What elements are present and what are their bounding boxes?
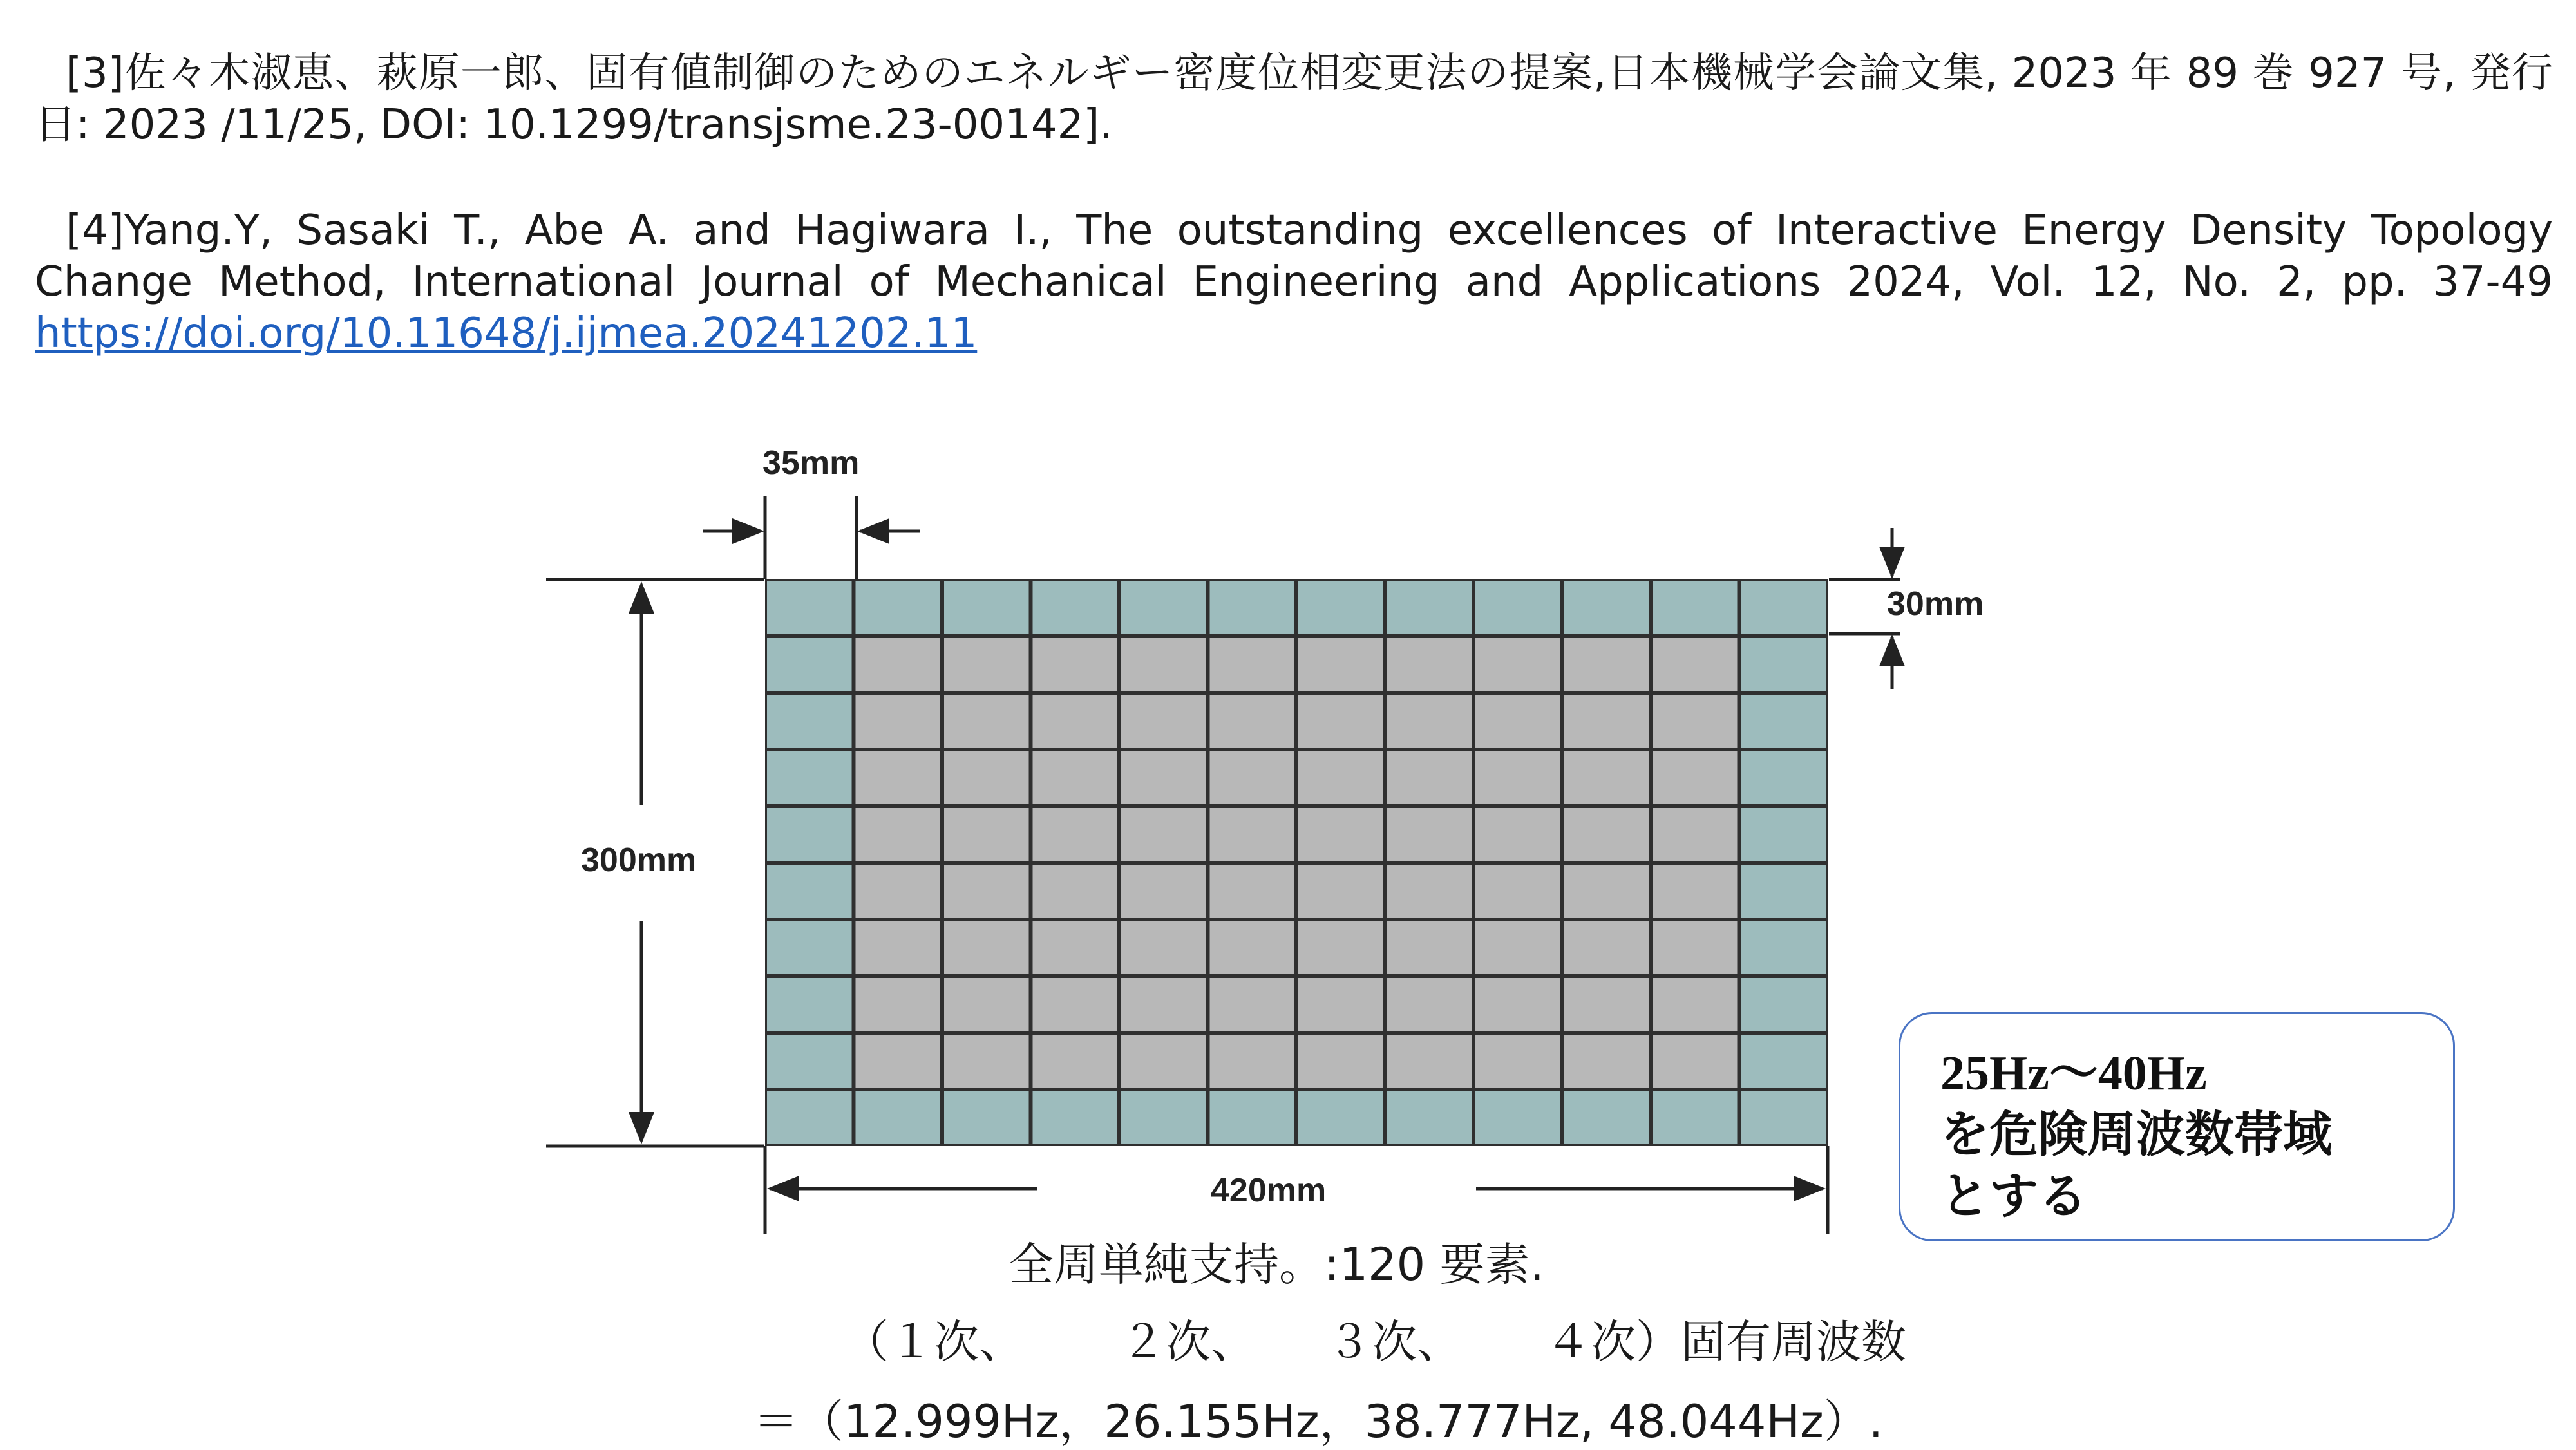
mesh-element-interior <box>944 751 1029 804</box>
mesh-element-interior <box>1564 921 1649 974</box>
mesh-element-interior <box>1564 978 1649 1031</box>
mesh-element-interior <box>1121 751 1206 804</box>
mesh-element-interior <box>1033 921 1118 974</box>
caption-mode-2: ２次、 <box>1121 1315 1256 1368</box>
mesh-element-border <box>1121 1091 1206 1144</box>
dimension-plate-height <box>546 579 764 1146</box>
mesh-element-interior <box>1475 978 1560 1031</box>
mesh-element-interior <box>1210 638 1295 691</box>
mesh-element-interior <box>1121 695 1206 748</box>
callout-line-1: 25Hz～40Hz <box>1940 1046 2207 1100</box>
mesh-element-border <box>1210 1091 1295 1144</box>
mesh-element-interior <box>856 808 941 861</box>
callout-line-2: を危険周波数帯域 <box>1940 1108 2332 1162</box>
caption-support-condition: 全周単純支持。:120 要素. <box>1009 1238 1544 1291</box>
mesh-element-interior <box>1475 865 1560 918</box>
caption-mode-4: ４次）固有周波数 <box>1546 1315 1906 1368</box>
mesh-element-interior <box>856 638 941 691</box>
mesh-element-interior <box>1033 808 1118 861</box>
mesh-element-interior <box>944 921 1029 974</box>
mesh-element-interior <box>1033 865 1118 918</box>
mesh-element-interior <box>1387 695 1472 748</box>
mesh-element-interior <box>1387 751 1472 804</box>
mesh-element-interior <box>1475 751 1560 804</box>
mesh-element-interior <box>1121 921 1206 974</box>
mesh-element-border <box>1564 581 1649 634</box>
mesh-element-interior <box>1475 695 1560 748</box>
mesh-element-interior <box>856 978 941 1031</box>
mesh-element-border <box>1033 581 1118 634</box>
mesh-element-border <box>1653 581 1738 634</box>
mesh-element-border <box>767 808 852 861</box>
mesh-element-border <box>1387 1091 1472 1144</box>
mesh-element-interior <box>1653 638 1738 691</box>
dimension-cell-height <box>1829 528 1984 689</box>
mesh-element-border <box>1210 581 1295 634</box>
mesh-element-border <box>1033 1091 1118 1144</box>
mesh-element-interior <box>856 1035 941 1088</box>
caption-frequency-values: ＝（12.999Hz，26.155Hz，38.777Hz, 48.044Hz）. <box>753 1395 1883 1448</box>
dimension-cell-width <box>703 444 920 579</box>
mesh-element-interior <box>856 751 941 804</box>
mesh-element-interior <box>1210 695 1295 748</box>
mesh-element-interior <box>1033 1035 1118 1088</box>
mesh-element-interior <box>944 865 1029 918</box>
mesh-element-interior <box>1564 1035 1649 1088</box>
reference-3 <box>35 48 2553 151</box>
mesh-element-interior <box>1653 1035 1738 1088</box>
mesh-element-interior <box>1121 808 1206 861</box>
mesh-element-interior <box>1387 638 1472 691</box>
mesh-element-border <box>1741 695 1826 748</box>
mesh-element-interior <box>1653 695 1738 748</box>
mesh-element-interior <box>1653 921 1738 974</box>
mesh-element-interior <box>1387 808 1472 861</box>
mesh-element-interior <box>1033 695 1118 748</box>
mesh-element-interior <box>1033 751 1118 804</box>
reference-4 <box>35 205 2553 359</box>
mesh-element-interior <box>856 921 941 974</box>
mesh-element-interior <box>1210 1035 1295 1088</box>
mesh-element-border <box>767 638 852 691</box>
mesh-element-interior <box>1121 1035 1206 1088</box>
mesh-element-border <box>767 695 852 748</box>
mesh-element-border <box>1741 638 1826 691</box>
mesh-element-border <box>1298 581 1383 634</box>
mesh-element-interior <box>1298 921 1383 974</box>
mesh-element-interior <box>944 695 1029 748</box>
mesh-element-border <box>1741 581 1826 634</box>
mesh-element-border <box>1564 1091 1649 1144</box>
mesh-element-border <box>1121 581 1206 634</box>
caption-mode-orders <box>844 1313 1906 1370</box>
cell-width-label: 35mm <box>762 444 860 482</box>
mesh-element-interior <box>1210 751 1295 804</box>
mesh-element-interior <box>944 808 1029 861</box>
mesh-element-interior <box>1121 638 1206 691</box>
plate-height-label: 300mm <box>581 842 697 879</box>
mesh-element-interior <box>1475 638 1560 691</box>
mesh-element-border <box>767 751 852 804</box>
mesh-element-border <box>1741 808 1826 861</box>
mesh-element-interior <box>1298 808 1383 861</box>
caption-mode-3: ３次、 <box>1327 1315 1462 1368</box>
mesh-element-border <box>944 581 1029 634</box>
dimension-plate-width <box>765 1146 1828 1234</box>
mesh-element-interior <box>1564 695 1649 748</box>
mesh-element-interior <box>944 1035 1029 1088</box>
mesh-element-interior <box>1210 921 1295 974</box>
mesh-element-interior <box>856 865 941 918</box>
mesh-element-interior <box>1475 1035 1560 1088</box>
mesh-element-border <box>767 865 852 918</box>
cell-height-label: 30mm <box>1887 585 1984 623</box>
mesh-element-interior <box>944 638 1029 691</box>
mesh-element-interior <box>1033 978 1118 1031</box>
mesh-element-interior <box>1121 865 1206 918</box>
mesh-element-interior <box>1298 751 1383 804</box>
mesh-element-interior <box>1298 865 1383 918</box>
mesh-element-interior <box>1298 978 1383 1031</box>
mesh-element-interior <box>1387 978 1472 1031</box>
mesh-element-border <box>1741 1035 1826 1088</box>
mesh-element-border <box>1741 921 1826 974</box>
mesh-element-border <box>1741 978 1826 1031</box>
mesh-element-border <box>1298 1091 1383 1144</box>
mesh-element-border <box>856 1091 941 1144</box>
reference-3-text: [3]佐々木淑恵、萩原一郎、固有値制御のためのエネルギー密度位相変更法の提案,日本機械学会論文集, 2023 年 89 巻 927 号, 発行日: 2023 /11/25, DOI: 10.1299/transjsme.23-00142]. <box>35 50 2553 149</box>
mesh-element-interior <box>1475 808 1560 861</box>
mesh-element-border <box>944 1091 1029 1144</box>
mesh-element-interior <box>1653 978 1738 1031</box>
plate-mesh-figure <box>528 438 1984 1249</box>
mesh-element-interior <box>1387 865 1472 918</box>
mesh-element-border <box>1475 1091 1560 1144</box>
mesh-element-border <box>767 1091 852 1144</box>
mesh-element-interior <box>1653 808 1738 861</box>
mesh-element-border <box>1653 1091 1738 1144</box>
mesh-element-interior <box>1564 808 1649 861</box>
mesh-element-border <box>1387 581 1472 634</box>
mesh-element-interior <box>1564 638 1649 691</box>
mesh-element-interior <box>1298 1035 1383 1088</box>
mesh-element-interior <box>1121 978 1206 1031</box>
mesh-element-border <box>1741 1091 1826 1144</box>
reference-4-text: [4]Yang.Y, Sasaki T., Abe A. and Hagiwara I., The outstanding excellences of Interactive Energy Density Topology Change Method, International Journal of Mechanical Engineering and Applications 2024, Vol. 12, No. 2, pp. 37-49 <box>35 207 2553 306</box>
mesh-element-interior <box>1387 1035 1472 1088</box>
mesh-element-interior <box>1653 865 1738 918</box>
mesh-element-interior <box>944 978 1029 1031</box>
mesh-element-border <box>767 581 852 634</box>
caption-mode-1: （１次、 <box>844 1315 1024 1368</box>
mesh-element-interior <box>1210 808 1295 861</box>
mesh-element-interior <box>1564 865 1649 918</box>
callout-line-3: とする <box>1940 1170 2087 1224</box>
mesh-element-border <box>1475 581 1560 634</box>
mesh-element-border <box>856 581 941 634</box>
mesh-element-border <box>1741 865 1826 918</box>
mesh-element-interior <box>1033 638 1118 691</box>
mesh-element-border <box>1741 751 1826 804</box>
mesh-element-interior <box>1210 978 1295 1031</box>
mesh-element-interior <box>1210 865 1295 918</box>
mesh-element-border <box>767 1035 852 1088</box>
mesh-element-interior <box>1653 751 1738 804</box>
mesh-element-interior <box>1387 921 1472 974</box>
mesh-element-border <box>767 921 852 974</box>
mesh-element-border <box>767 978 852 1031</box>
mesh-element-interior <box>1298 695 1383 748</box>
danger-frequency-callout <box>1899 1012 2455 1241</box>
mesh-element-interior <box>1564 751 1649 804</box>
mesh-element-interior <box>1475 921 1560 974</box>
reference-4-doi-link[interactable]: https://doi.org/10.11648/j.ijmea.20241202.11 <box>35 310 978 357</box>
mesh-element-interior <box>856 695 941 748</box>
plate-width-label: 420mm <box>1211 1172 1327 1209</box>
mesh-element-interior <box>1298 638 1383 691</box>
